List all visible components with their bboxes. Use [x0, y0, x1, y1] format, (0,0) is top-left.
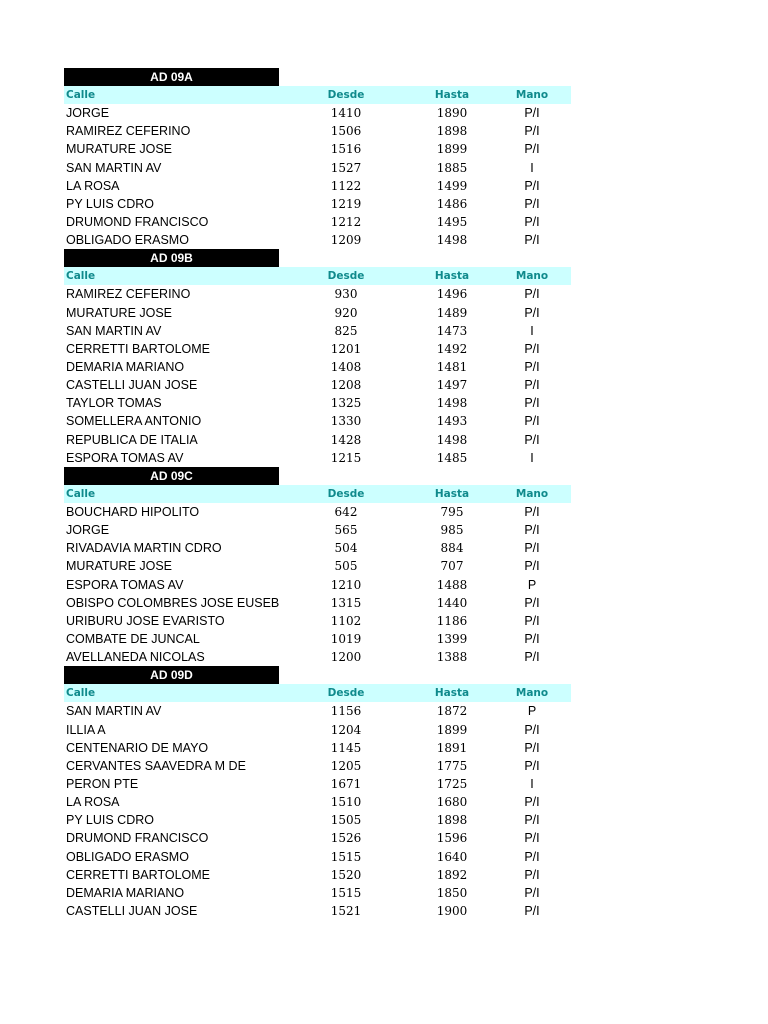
table-row [64, 159, 571, 177]
cell-hasta: 1899 [436, 722, 468, 737]
cell-calle: SAN MARTIN AV [66, 704, 162, 719]
column-header-desde: Desde [327, 687, 365, 700]
section-title: AD 09C [64, 467, 279, 485]
cell-calle: AVELLANEDA NICOLAS [66, 650, 205, 665]
section-ad-09d [64, 666, 571, 920]
table-row [64, 576, 571, 594]
cell-hasta: 1640 [436, 849, 468, 864]
column-header-desde: Desde [327, 270, 365, 283]
column-header-row [64, 267, 571, 285]
cell-desde: 1219 [330, 196, 362, 211]
column-header-hasta: Hasta [434, 687, 470, 700]
cell-calle: REPUBLICA DE ITALIA [66, 432, 198, 447]
table-row [64, 213, 571, 231]
column-header-calle: Calle [66, 89, 96, 102]
cell-mano: P/I [524, 432, 540, 447]
cell-mano: P/I [524, 613, 540, 628]
cell-desde: 1215 [330, 450, 362, 465]
cell-calle: OBLIGADO ERASMO [66, 849, 189, 864]
cell-desde: 1209 [330, 233, 362, 248]
table-row [64, 902, 571, 920]
cell-hasta: 1891 [436, 740, 468, 755]
column-header-mano: Mano [515, 270, 549, 283]
table-row [64, 104, 571, 122]
table-row [64, 503, 571, 521]
cell-hasta: 1892 [436, 867, 468, 882]
column-header-calle: Calle [66, 687, 96, 700]
cell-mano: I [530, 450, 534, 465]
cell-hasta: 1440 [436, 595, 468, 610]
column-header-calle: Calle [66, 270, 96, 283]
cell-hasta: 1498 [436, 396, 468, 411]
cell-desde: 1204 [330, 722, 362, 737]
cell-desde: 1526 [330, 831, 362, 846]
cell-hasta: 1898 [436, 124, 468, 139]
cell-hasta: 707 [440, 559, 464, 574]
table-row [64, 811, 571, 829]
cell-desde: 1102 [330, 613, 362, 628]
cell-calle: MURATURE JOSE [66, 559, 173, 574]
table-row [64, 829, 571, 847]
cell-calle: PY LUIS CDRO [66, 813, 154, 828]
cell-calle: MURATURE JOSE [66, 305, 173, 320]
column-header-desde: Desde [327, 487, 365, 500]
cell-hasta: 1498 [436, 233, 468, 248]
cell-hasta: 1775 [436, 758, 468, 773]
cell-calle: JORGE [66, 106, 110, 121]
cell-mano: P/I [524, 396, 540, 411]
cell-calle: CASTELLI JUAN JOSE [66, 903, 198, 918]
cell-mano: P/I [524, 142, 540, 157]
cell-calle: SOMELLERA ANTONIO [66, 414, 202, 429]
table-row [64, 594, 571, 612]
cell-calle: DEMARIA MARIANO [66, 885, 185, 900]
cell-calle: COMBATE DE JUNCAL [66, 632, 200, 646]
cell-calle: SAN MARTIN AV [66, 323, 162, 338]
cell-desde: 1200 [330, 650, 362, 665]
cell-mano: P/I [524, 595, 540, 610]
cell-mano: P/I [524, 305, 540, 320]
cell-mano: P/I [524, 849, 540, 864]
cell-desde: 1145 [330, 740, 362, 755]
cell-calle: DRUMOND FRANCISCO [66, 831, 209, 846]
cell-mano: P/I [524, 650, 540, 665]
cell-mano: I [530, 323, 534, 338]
table-row [64, 612, 571, 630]
cell-calle: DEMARIA MARIANO [66, 360, 185, 375]
cell-hasta: 1481 [436, 360, 468, 375]
cell-mano: P/I [524, 414, 540, 429]
cell-hasta: 1499 [436, 178, 468, 193]
section-title: AD 09D [64, 666, 279, 684]
table-row [64, 431, 571, 449]
table-row [64, 757, 571, 775]
cell-calle: DRUMOND FRANCISCO [66, 215, 209, 230]
cell-desde: 1408 [330, 360, 362, 375]
section-ad-09b [64, 249, 571, 467]
cell-desde: 642 [334, 505, 358, 520]
cell-mano: P/I [524, 233, 540, 248]
cell-hasta: 1186 [436, 613, 468, 628]
cell-hasta: 1890 [436, 106, 468, 121]
cell-hasta: 1725 [436, 776, 468, 791]
cell-desde: 825 [334, 323, 358, 338]
cell-mano: P/I [524, 360, 540, 375]
section-header [64, 666, 571, 684]
cell-hasta: 985 [440, 523, 464, 538]
cell-hasta: 884 [440, 541, 464, 556]
cell-mano: P/I [524, 722, 540, 737]
cell-mano: P [527, 704, 537, 719]
table-row [64, 884, 571, 902]
cell-hasta: 1680 [436, 795, 468, 810]
column-header-desde: Desde [327, 89, 365, 102]
cell-mano: P/I [524, 196, 540, 211]
section-title: AD 09A [64, 68, 279, 86]
cell-desde: 565 [334, 523, 358, 538]
table-row [64, 721, 571, 739]
cell-mano: P/I [524, 215, 540, 230]
cell-mano: P/I [524, 106, 540, 121]
column-header-calle: Calle [66, 487, 96, 500]
column-header-mano: Mano [515, 687, 549, 700]
cell-desde: 505 [334, 559, 358, 574]
table-row [64, 702, 571, 720]
table-row [64, 412, 571, 430]
column-header-mano: Mano [515, 487, 549, 500]
cell-mano: P/I [524, 341, 540, 356]
cell-mano: P/I [524, 378, 540, 393]
cell-hasta: 1492 [436, 341, 468, 356]
cell-calle: TAYLOR TOMAS [66, 396, 162, 411]
cell-mano: P/I [524, 903, 540, 918]
cell-hasta: 1496 [436, 287, 468, 302]
cell-desde: 1515 [330, 885, 362, 900]
cell-calle: LA ROSA [66, 178, 120, 193]
cell-calle: CERRETTI BARTOLOME [66, 867, 211, 882]
cell-calle: OBISPO COLOMBRES JOSE EUSEB [66, 595, 280, 610]
cell-desde: 1506 [330, 124, 362, 139]
column-header-row [64, 684, 571, 702]
column-header-row [64, 86, 571, 104]
cell-desde: 1212 [330, 215, 362, 230]
cell-mano: P/I [524, 287, 540, 302]
cell-calle: JORGE [66, 523, 110, 538]
cell-hasta: 1489 [436, 305, 468, 320]
cell-desde: 1122 [330, 178, 362, 193]
cell-hasta: 1872 [436, 704, 468, 719]
cell-calle: PERON PTE [66, 776, 139, 791]
table-row [64, 630, 571, 648]
cell-hasta: 1485 [436, 450, 468, 465]
column-header-hasta: Hasta [434, 270, 470, 283]
cell-hasta: 1596 [436, 831, 468, 846]
table-row [64, 521, 571, 539]
section-ad-09c [64, 467, 571, 666]
cell-mano: P/I [524, 831, 540, 846]
cell-calle: URIBURU JOSE EVARISTO [66, 613, 225, 628]
cell-calle: RIVADAVIA MARTIN CDRO [66, 541, 222, 556]
cell-hasta: 1898 [436, 813, 468, 828]
cell-desde: 504 [334, 541, 358, 556]
cell-desde: 1510 [330, 795, 362, 810]
cell-mano: I [530, 776, 534, 791]
cell-mano: P/I [524, 523, 540, 538]
column-header-mano: Mano [515, 89, 549, 102]
table-row [64, 304, 571, 322]
cell-desde: 920 [334, 305, 358, 320]
table-row [64, 847, 571, 865]
table-row [64, 648, 571, 666]
cell-desde: 1019 [330, 632, 362, 646]
column-header-hasta: Hasta [434, 89, 470, 102]
cell-mano: P/I [524, 795, 540, 810]
cell-desde: 1515 [330, 849, 362, 864]
cell-desde: 1520 [330, 867, 362, 882]
cell-calle: RAMIREZ CEFERINO [66, 124, 191, 139]
table-row [64, 376, 571, 394]
cell-calle: LA ROSA [66, 795, 120, 810]
cell-hasta: 1899 [436, 142, 468, 157]
cell-desde: 1521 [330, 903, 362, 918]
cell-mano: P/I [524, 559, 540, 574]
cell-mano: P/I [524, 541, 540, 556]
cell-desde: 1527 [330, 160, 362, 175]
cell-desde: 1671 [330, 776, 362, 791]
table-row [64, 539, 571, 557]
table-row [64, 177, 571, 195]
table-row [64, 775, 571, 793]
cell-desde: 1325 [330, 396, 362, 411]
cell-calle: ESPORA TOMAS AV [66, 450, 184, 465]
cell-mano: P/I [524, 885, 540, 900]
table-row [64, 793, 571, 811]
cell-hasta: 1850 [436, 885, 468, 900]
table-row [64, 739, 571, 757]
cell-hasta: 795 [440, 505, 464, 520]
cell-hasta: 1495 [436, 215, 468, 230]
cell-desde: 1205 [330, 758, 362, 773]
table-row [64, 449, 571, 467]
cell-hasta: 1493 [436, 414, 468, 429]
cell-mano: P [527, 577, 537, 592]
table-row [64, 340, 571, 358]
cell-hasta: 1399 [436, 632, 468, 646]
section-title: AD 09B [64, 249, 279, 267]
table-row [64, 322, 571, 340]
cell-hasta: 1488 [436, 577, 468, 592]
cell-mano: P/I [524, 740, 540, 755]
cell-calle: CENTENARIO DE MAYO [66, 740, 209, 755]
cell-calle: CERVANTES SAAVEDRA M DE [66, 758, 246, 773]
cell-desde: 1428 [330, 432, 362, 447]
table-row [64, 231, 571, 249]
cell-mano: P/I [524, 505, 540, 520]
cell-mano: P/I [524, 813, 540, 828]
cell-calle: MURATURE JOSE [66, 142, 173, 157]
table-row [64, 557, 571, 575]
cell-calle: RAMIREZ CEFERINO [66, 287, 191, 302]
cell-desde: 1516 [330, 142, 362, 157]
cell-mano: P/I [524, 632, 540, 646]
cell-calle: PY LUIS CDRO [66, 196, 154, 211]
cell-desde: 1315 [330, 595, 362, 610]
cell-calle: ESPORA TOMAS AV [66, 577, 184, 592]
cell-desde: 1505 [330, 813, 362, 828]
cell-hasta: 1497 [436, 378, 468, 393]
cell-hasta: 1885 [436, 160, 468, 175]
table-row [64, 866, 571, 884]
section-header [64, 467, 571, 485]
cell-desde: 1330 [330, 414, 362, 429]
cell-desde: 1201 [330, 341, 362, 356]
cell-desde: 1410 [330, 106, 362, 121]
cell-mano: P/I [524, 178, 540, 193]
cell-calle: BOUCHARD HIPOLITO [66, 505, 200, 520]
table-row [64, 195, 571, 213]
cell-desde: 1210 [330, 577, 362, 592]
cell-hasta: 1486 [436, 196, 468, 211]
cell-calle: CERRETTI BARTOLOME [66, 341, 211, 356]
cell-desde: 1156 [330, 704, 362, 719]
cell-desde: 930 [334, 287, 358, 302]
cell-mano: I [530, 160, 534, 175]
cell-calle: OBLIGADO ERASMO [66, 233, 189, 248]
cell-hasta: 1900 [436, 903, 468, 918]
table-row [64, 285, 571, 303]
cell-mano: P/I [524, 867, 540, 882]
cell-calle: ILLIA A [66, 722, 106, 737]
table-row [64, 394, 571, 412]
cell-hasta: 1473 [436, 323, 468, 338]
table-row [64, 140, 571, 158]
cell-hasta: 1388 [436, 650, 468, 665]
section-header [64, 249, 571, 267]
table-row [64, 122, 571, 140]
cell-mano: P/I [524, 124, 540, 139]
cell-calle: SAN MARTIN AV [66, 160, 162, 175]
cell-hasta: 1498 [436, 432, 468, 447]
cell-calle: CASTELLI JUAN JOSE [66, 378, 198, 393]
table-row [64, 358, 571, 376]
column-header-hasta: Hasta [434, 487, 470, 500]
column-header-row [64, 485, 571, 503]
section-header [64, 68, 571, 86]
spreadsheet [64, 68, 571, 920]
section-ad-09a [64, 68, 571, 249]
cell-desde: 1208 [330, 378, 362, 393]
cell-mano: P/I [524, 758, 540, 773]
